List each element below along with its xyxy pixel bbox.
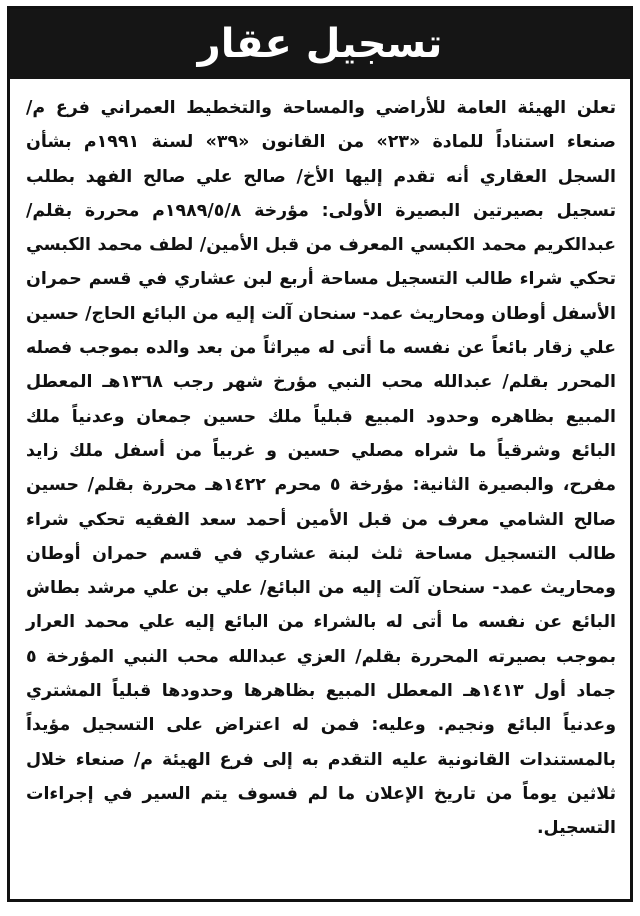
notice-header-band <box>10 9 630 79</box>
notice-title: تسجيل عقار <box>197 21 443 67</box>
notice-body-text: تعلن الهيئة العامة للأراضي والمساحة والتخطيط العمراني فرع م/ صنعاء استناداً للمادة «٢٣» من القانون «٣٩» لسنة ١٩٩١م بشأن السجل العقاري أنه تقدم إليها الأخ/ صالح علي صالح الفهد بطلب تسجيل بصيرتين البصيرة الأولى: مؤرخة ١٩٨٩/٥/٨م محررة بقلم/ عبدالكريم محمد الكبسي المعرف من قبل الأمين/ لطف محمد الكبسي تحكي شراء طالب التسجيل مساحة أربع لبن عشاري في قسم حمران الأسفل أوطان ومحاريث عمد- سنحان آلت إليه من البائع الحاج/ حسين علي زقار بائعاً عن نفسه ما أتى له ميراثاً من بعد والده بموجب فصله المحرر بقلم/ عبدالله محب النبي مؤرخ شهر رجب ١٣٦٨هـ المعطل المبيع بظاهره وحدود المبيع قبلياً ملك حسين جمعان وعدنياً ملك البائع وشرقياً ما شراه مصلي حسين و غربياً من أسفل ملك زايد مفرح، والبصيرة الثانية: مؤرخة ٥ محرم ١٤٢٢هـ محررة بقلم/ حسين صالح الشامي معرف من قبل الأمين أحمد سعد الفقيه تحكي شراء طالب التسجيل مساحة ثلث لبنة عشاري في قسم حمران أوطان ومحاريث عمد- سنحان آلت إليه من البائع/ علي بن علي مرشد بطاش البائع عن نفسه ما أتى له بالشراء من البائع إليه علي محمد العرار بموجب بصيرته المحررة بقلم/ العزي عبدالله محب النبي المؤرخة ٥ جماد أول ١٤١٣هـ المعطل المبيع بظاهرها وحدودها قبلياً المشتري وعدنياً البائع ونجيم. وعليه: فمن له اعتراض على التسجيل مؤيداً بالمستندات القانونية عليه التقدم به إلى فرع الهيئة م/ صنعاء خلال ثلاثين يوماً من تاريخ الإعلان ما لم فسوف يتم السير في إجراءات التسجيل. <box>26 98 616 839</box>
legal-notice <box>7 6 633 902</box>
notice-body <box>10 79 630 846</box>
